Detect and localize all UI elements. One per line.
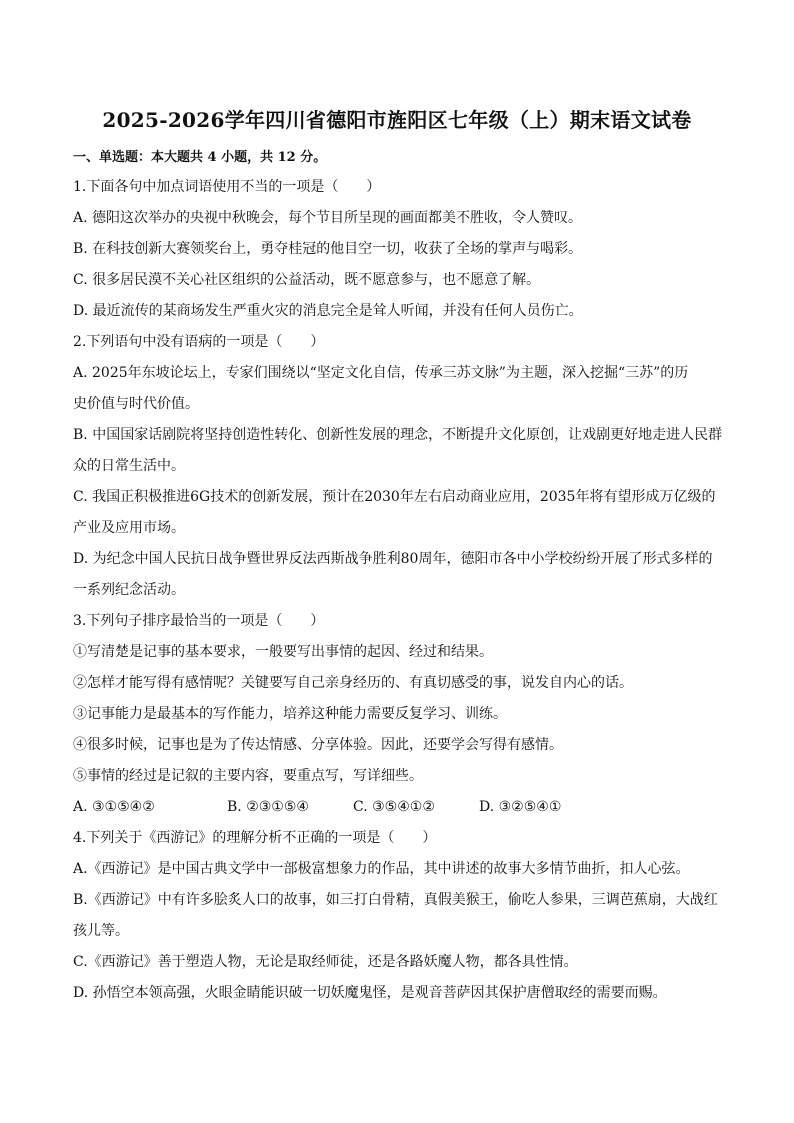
question-3-option-a: A. ③①⑤④② [73,799,155,815]
question-3-sentence-2: ②怎样才能写得有感情呢？关键要写自己亲身经历的、有真切感受的事，说发自内心的话。 [73,675,633,691]
question-4-stem: 4.下列关于《西游记》的理解分析不正确的一项是（ ） [73,830,437,846]
question-2-stem: 2.下列语句中没有语病的一项是（ ） [73,334,325,350]
question-4-option-b: B.《西游记》中有许多脍炙人口的故事，如三打白骨精，真假美猴王，偷吃人参果，三调芭蕉扇，大战红 [73,892,718,908]
question-4-option-c: C.《西游记》善于塑造人物，无论是取经师徒，还是各路妖魔人物，都各具性情。 [73,954,578,970]
question-2-option-a: A. 2025年东坡论坛上，专家们围绕以“坚定文化自信，传承三苏文脉”为主题，深入挖掘“三苏”的历 [73,365,689,381]
question-2-option-b-cont: 众的日常生活中。 [73,458,185,474]
question-2-option-d-cont: 一系列纪念活动。 [73,582,185,598]
section-heading: 一、单选题：本大题共 4 小题，共 12 分。 [73,150,327,165]
question-4-option-d: D. 孙悟空本领高强，火眼金睛能识破一切妖魔鬼怪，是观音菩萨因其保护唐僧取经的需要而赐。 [73,985,667,1001]
question-list [73,172,723,1009]
exam-title: 2025-2026学年四川省德阳市旌阳区七年级（上）期末语文试卷 [102,108,692,132]
question-1-option-d: D. 最近流传的某商场发生严重火灾的消息完全是耸人听闻，并没有任何人员伤亡。 [73,303,583,319]
question-4-option-b-cont: 孩儿等。 [73,923,129,939]
question-3-sentence-3: ③记事能力是最基本的写作能力，培养这种能力需要反复学习、训练。 [73,706,507,722]
question-2-option-b: B. 中国国家话剧院将坚持创造性转化、创新性发展的理念，不断提升文化原创，让戏剧更好地走进人民群 [73,427,723,443]
question-3-options [73,792,723,823]
question-3-stem: 3.下列句子排序最恰当的一项是（ ） [73,613,325,629]
question-3-sentence-5: ⑤事情的经过是记叙的主要内容，要重点写，写详细些。 [73,768,423,784]
question-3-option-b: B. ②③①⑤④ [227,799,309,815]
question-4-option-a: A.《西游记》是中国古典文学中一部极富想象力的作品，其中讲述的故事大多情节曲折，扣人心弦。 [73,861,690,877]
question-3-sentence-1: ①写清楚是记事的基本要求，一般要写出事情的起因、经过和结果。 [73,644,493,660]
question-3-sentence-4: ④很多时候，记事也是为了传达情感、分享体验。因此，还要学会写得有感情。 [73,737,563,753]
question-2-option-c: C. 我国正积极推进6G技术的创新发展，预计在2030年左右启动商业应用，2035年将有望形成万亿级的 [73,489,716,505]
question-1-option-a: A. 德阳这次举办的央视中秋晚会，每个节目所呈现的画面都美不胜收，令人赞叹。 [73,210,583,226]
question-2-option-a-cont: 史价值与时代价值。 [73,396,199,412]
question-1-option-b: B. 在科技创新大赛领奖台上，勇夺桂冠的他目空一切，收获了全场的掌声与喝彩。 [73,241,583,257]
question-2-option-c-cont: 产业及应用市场。 [73,520,185,536]
question-1-stem: 1.下面各句中加点词语使用不当的一项是（ ） [73,179,381,195]
question-1-option-c: C. 很多居民漠不关心社区组织的公益活动，既不愿意参与，也不愿意了解。 [73,272,541,288]
question-2-option-d: D. 为纪念中国人民抗日战争暨世界反法西斯战争胜利80周年，德阳市各中小学校纷纷开展了形式多样的 [73,551,713,567]
question-3-option-d: D. ③②⑤④① [479,799,562,815]
question-3-option-c: C. ③⑤④①② [353,799,435,815]
